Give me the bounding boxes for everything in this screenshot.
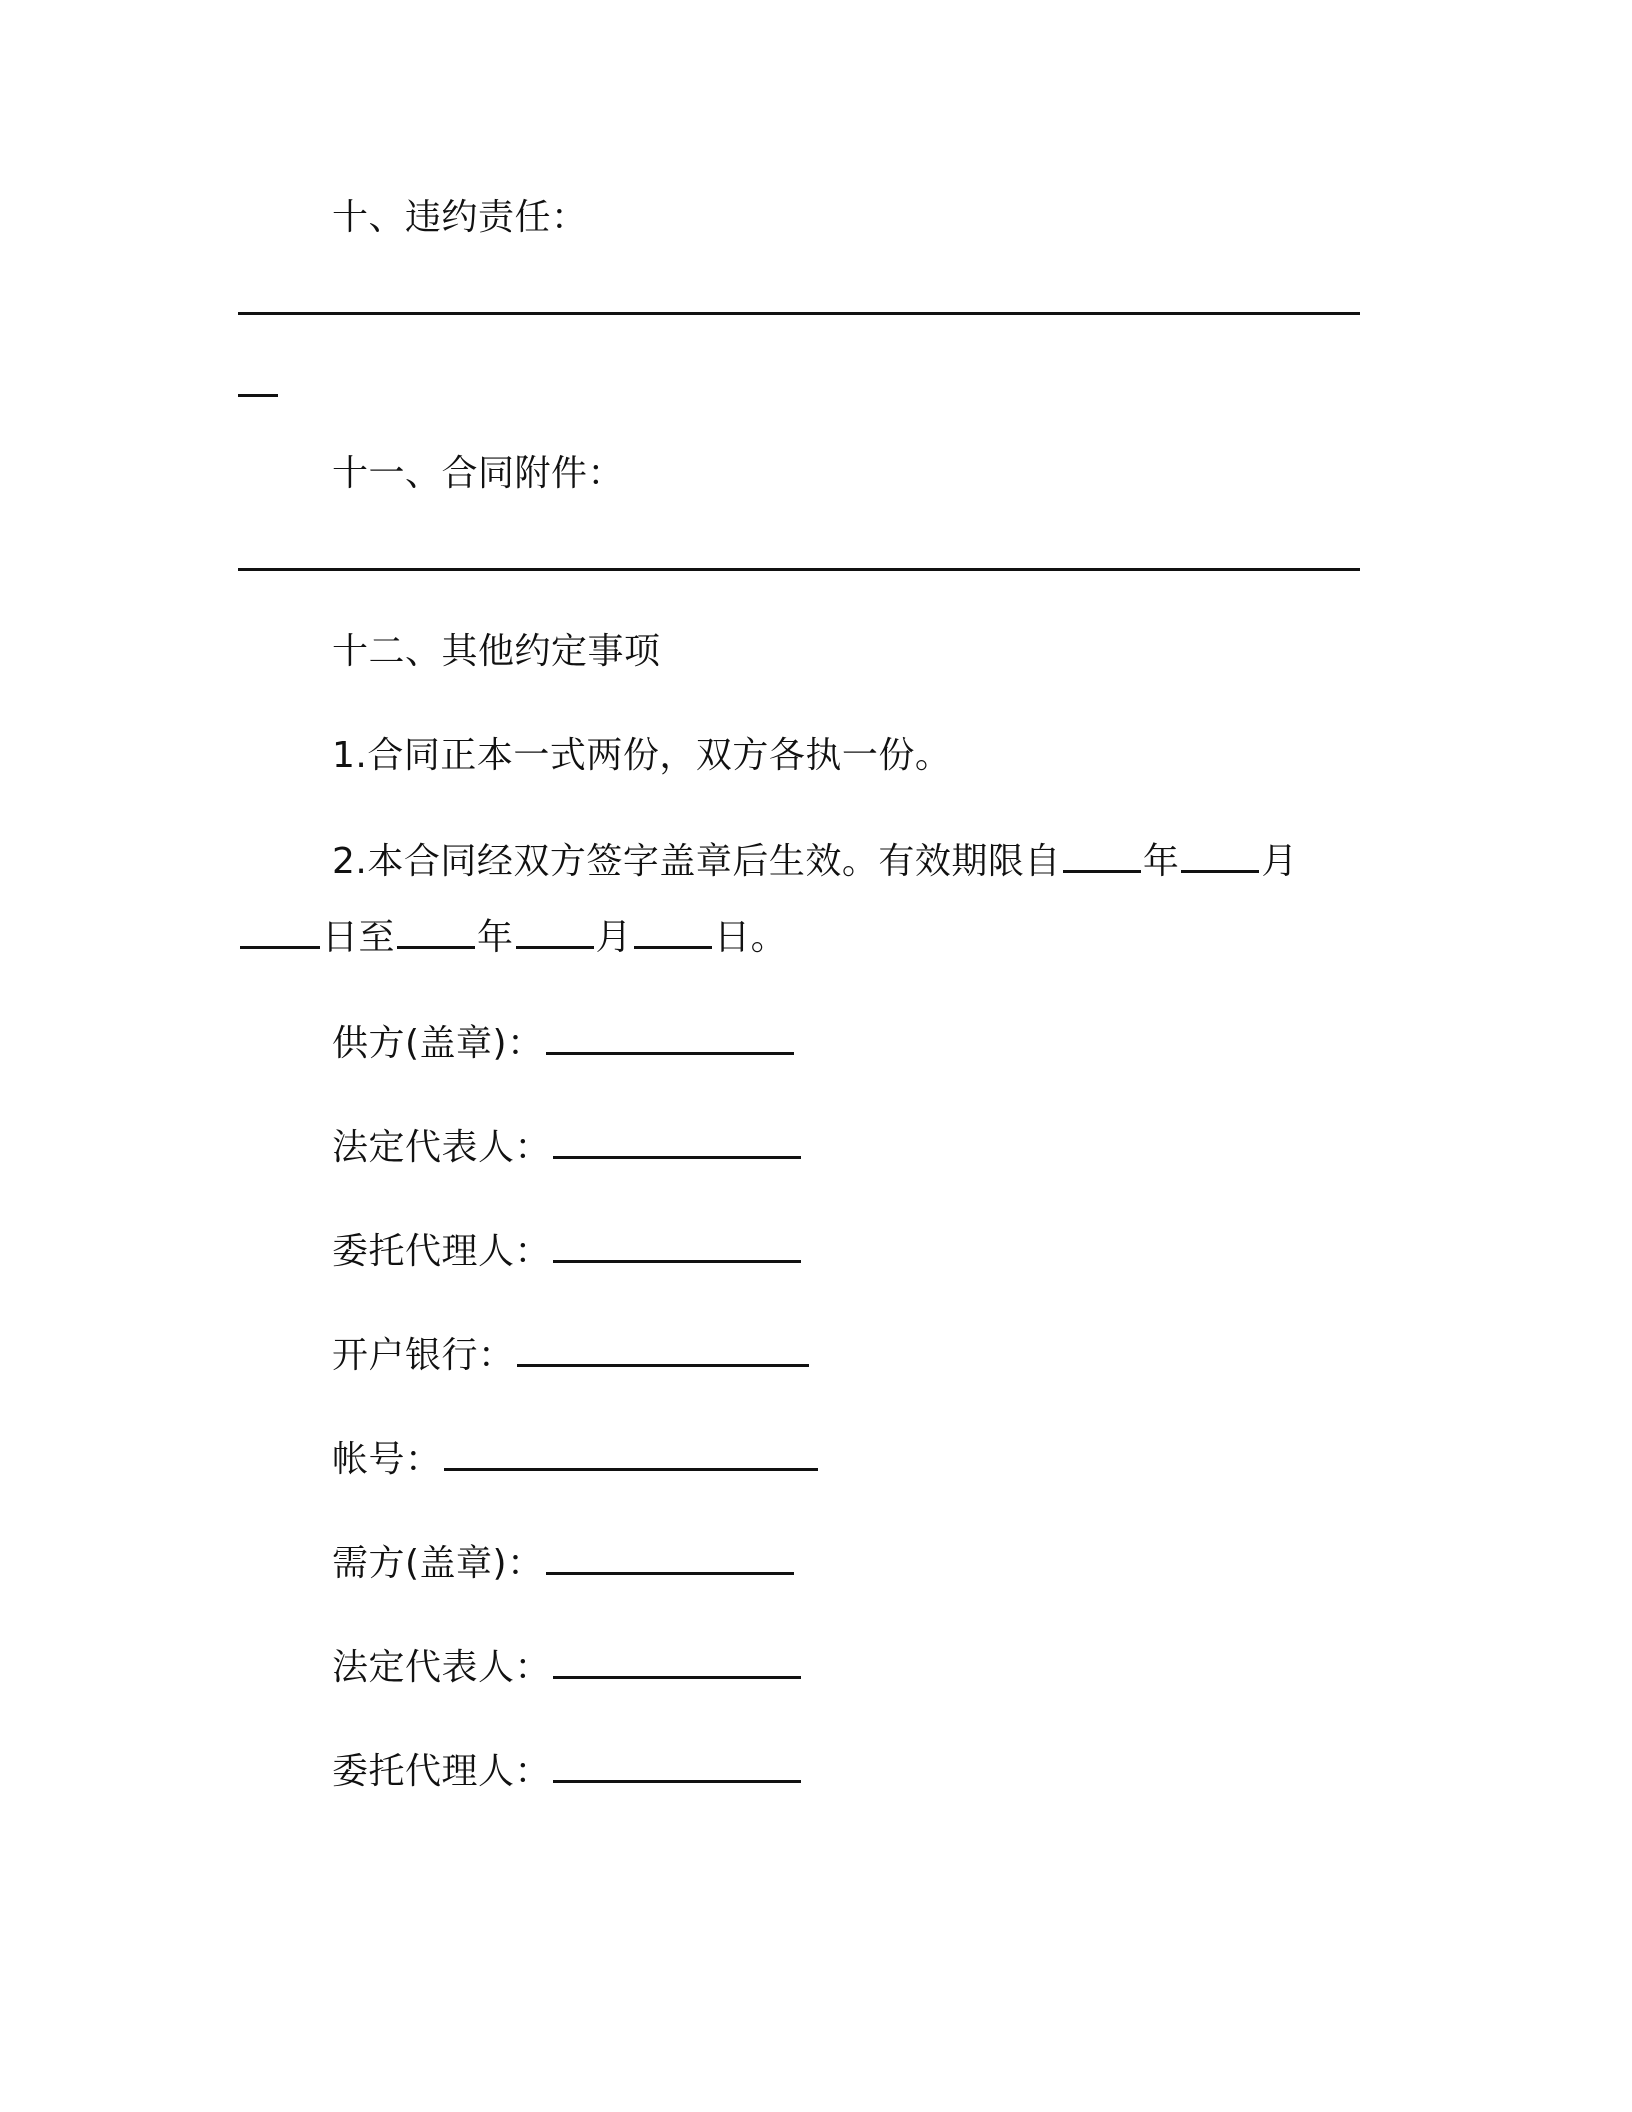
buyer-agent-label: 委托代理人： xyxy=(332,1751,552,1792)
section-11-heading: 十一、合同附件： xyxy=(332,453,625,494)
bank-label: 开户银行： xyxy=(332,1335,515,1376)
year-label: 年 xyxy=(1142,841,1180,882)
day-label: 日 xyxy=(714,917,751,958)
blank-line xyxy=(238,568,1360,571)
supplier-agent-blank xyxy=(553,1226,801,1263)
supplier-seal-row xyxy=(332,1018,796,1068)
day-blank xyxy=(634,912,712,949)
bank-row xyxy=(332,1330,811,1380)
month-blank xyxy=(1181,836,1259,873)
section-12-heading: 十二、其他约定事项 xyxy=(332,631,661,672)
period: 。 xyxy=(750,917,788,958)
item-2-line-2 xyxy=(238,912,787,962)
month-label: 月 xyxy=(1261,841,1298,882)
account-label: 帐号： xyxy=(332,1439,442,1480)
buyer-seal-row xyxy=(332,1538,796,1588)
year-blank xyxy=(397,912,475,949)
blank-line-tail xyxy=(238,394,278,397)
supplier-rep-row xyxy=(332,1122,803,1172)
buyer-seal-blank xyxy=(546,1538,794,1575)
buyer-agent-row xyxy=(332,1746,803,1796)
item-1: 1.合同正本一式两份，双方各执一份。 xyxy=(332,735,952,776)
bank-blank xyxy=(517,1330,809,1367)
month-blank xyxy=(516,912,594,949)
year-label: 年 xyxy=(477,917,514,958)
year-blank xyxy=(1063,836,1141,873)
month-label: 月 xyxy=(595,917,633,958)
blank-line xyxy=(238,312,1360,315)
day-label: 日 xyxy=(322,917,359,958)
buyer-agent-blank xyxy=(553,1746,801,1783)
supplier-seal-label: 供方(盖章)： xyxy=(332,1023,544,1064)
buyer-seal-label: 需方(盖章)： xyxy=(332,1543,544,1584)
supplier-agent-row xyxy=(332,1226,803,1276)
supplier-seal-blank xyxy=(546,1018,794,1055)
buyer-rep-row xyxy=(332,1642,803,1692)
supplier-rep-label: 法定代表人： xyxy=(332,1127,552,1168)
account-blank xyxy=(444,1434,818,1471)
to-label: 至 xyxy=(358,917,396,958)
account-row xyxy=(332,1434,820,1484)
day-blank xyxy=(240,912,320,949)
item-2-text: 2.本合同经双方签字盖章后生效。有效期限自 xyxy=(332,841,1061,882)
supplier-agent-label: 委托代理人： xyxy=(332,1231,552,1272)
item-2-line-1 xyxy=(332,836,1298,886)
buyer-rep-label: 法定代表人： xyxy=(332,1647,552,1688)
buyer-rep-blank xyxy=(553,1642,801,1679)
supplier-rep-blank xyxy=(553,1122,801,1159)
section-10-heading: 十、违约责任： xyxy=(332,197,588,238)
